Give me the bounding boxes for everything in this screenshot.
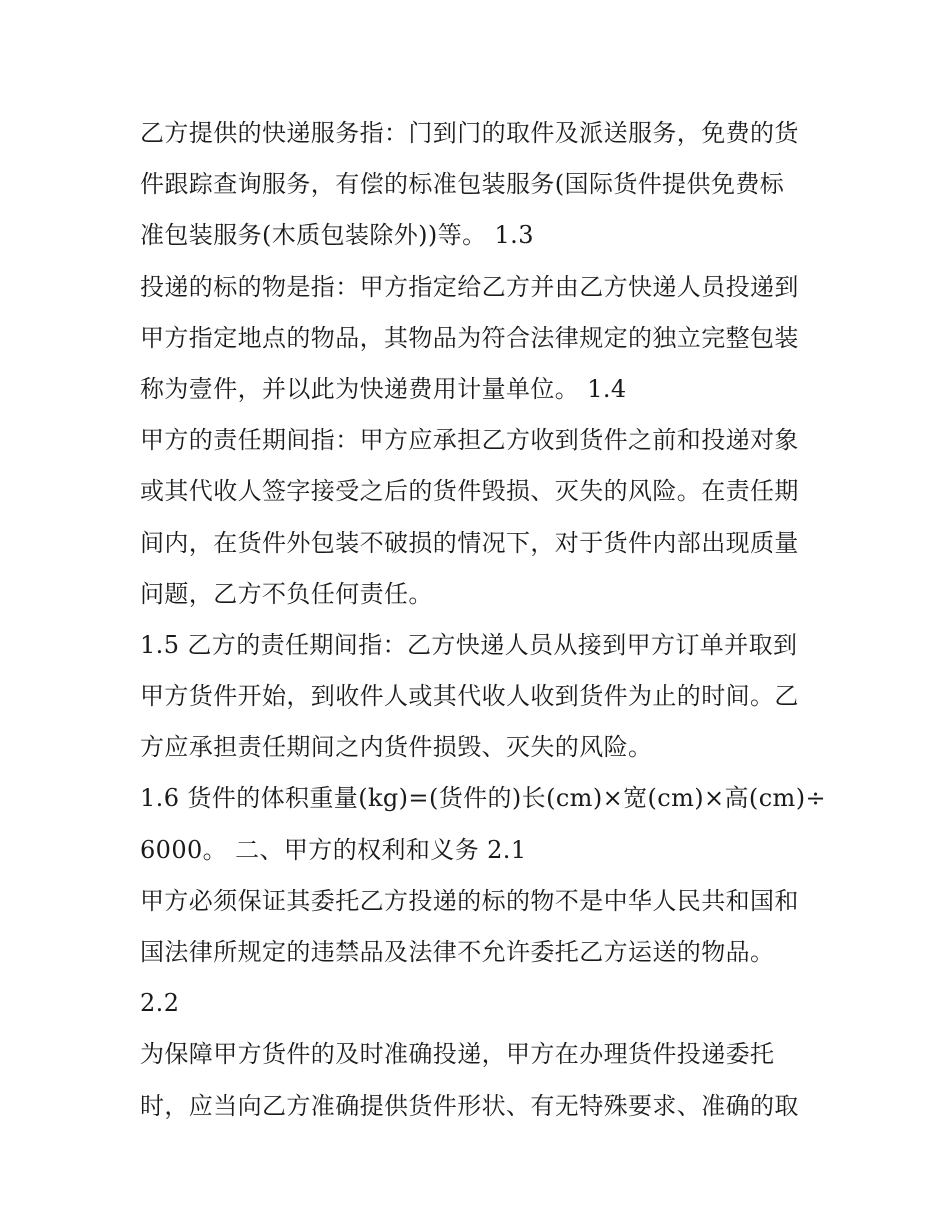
text-line: 2.2 xyxy=(140,989,180,1018)
text-line: 甲方指定地点的物品，其物品为符合法律规定的独立完整包装 xyxy=(140,323,799,352)
document-body xyxy=(140,108,826,1132)
text-line: 问题，乙方不负任何责任。 xyxy=(140,579,433,608)
text-line: 为保障甲方货件的及时准确投递，甲方在办理货件投递委托 xyxy=(140,1040,775,1069)
text-line: 国法律所规定的违禁品及法律不允许委托乙方运送的物品。 xyxy=(140,938,775,966)
text-line: 1.5 乙方的责任期间指：乙方快递人员从接到甲方订单并取到 xyxy=(140,630,798,659)
text-line: 或其代收人签字接受之后的货件毁损、灭失的风险。在责任期 xyxy=(140,477,799,506)
text-line: 件跟踪查询服务，有偿的标准包装服务(国际货件提供免费标 xyxy=(140,170,785,199)
text-line: 投递的标的物是指：甲方指定给乙方并由乙方快递人员投递到 xyxy=(140,272,799,301)
text-line: 间内，在货件外包装不破损的情况下，对于货件内部出现质量 xyxy=(140,528,799,557)
text-line: 6000。 二、甲方的权利和义务 2.1 xyxy=(140,835,527,864)
text-line: 时，应当向乙方准确提供货件形状、有无特殊要求、准确的取 xyxy=(140,1091,799,1120)
text-line: 方应承担责任期间之内货件损毁、灭失的风险。 xyxy=(140,733,653,762)
text-line: 准包装服务(木质包装除外))等。 1.3 xyxy=(140,221,534,250)
text-line: 甲方货件开始，到收件人或其代收人收到货件为止的时间。乙 xyxy=(140,682,799,711)
text-line: 称为壹件，并以此为快递费用计量单位。 1.4 xyxy=(140,374,627,403)
text-line: 1.6 货件的体积重量(kg)=(货件的)长(cm)×宽(cm)×高(cm)÷ xyxy=(140,784,826,813)
text-line: 甲方必须保证其委托乙方投递的标的物不是中华人民共和国和 xyxy=(140,886,799,915)
text-line: 甲方的责任期间指：甲方应承担乙方收到货件之前和投递对象 xyxy=(140,426,799,455)
text-line: 乙方提供的快递服务指：门到门的取件及派送服务，免费的货 xyxy=(140,119,799,147)
